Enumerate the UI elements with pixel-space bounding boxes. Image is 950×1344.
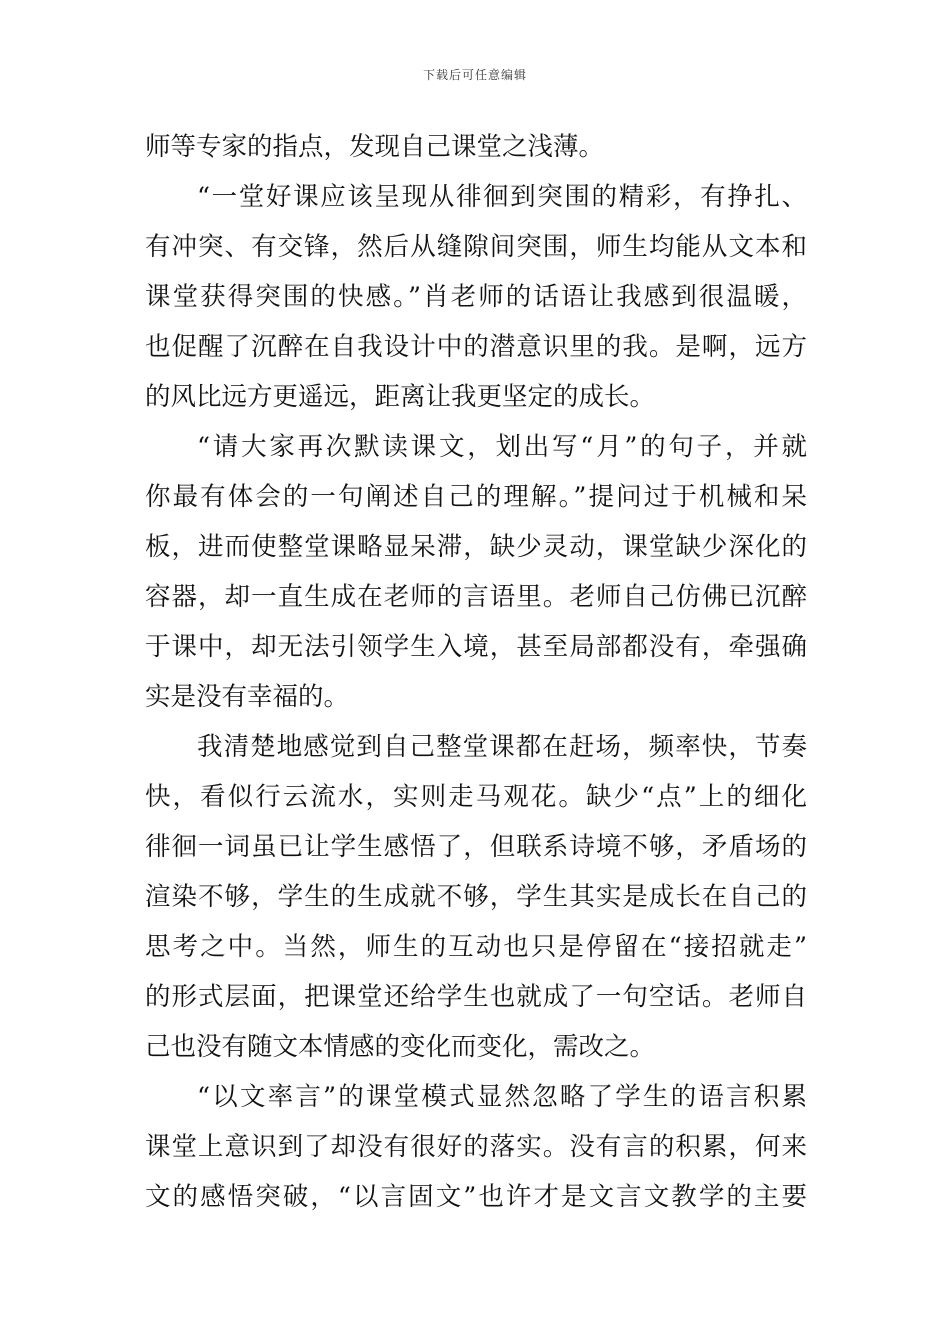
text-line: 渲染不够，学生的生成就不够，学生其实是成长在自己的 (145, 882, 807, 912)
paragraph (145, 422, 807, 722)
text-line: 己也没有随文本情感的变化而变化，需改之。 (145, 1032, 656, 1062)
text-line: 文的感悟突破，“以言固文”也许才是文言文教学的主要 (145, 1182, 807, 1212)
text-line: 师等专家的指点，发现自己课堂之浅薄。 (145, 132, 605, 162)
text-line: 课堂上意识到了却没有很好的落实。没有言的积累，何来 (145, 1132, 807, 1162)
paragraph (145, 722, 807, 1072)
text-line: 有冲突、有交锋，然后从缝隙间突围，师生均能从文本和 (145, 232, 807, 262)
text-line: 课堂获得突围的快感。”肖老师的话语让我感到很温暖， (145, 282, 807, 312)
text-line: 容器，却一直生成在老师的言语里。老师自己仿佛已沉醉 (145, 582, 807, 612)
text-line: 实是没有幸福的。 (145, 682, 350, 712)
text-line: 也促醒了沉醉在自我设计中的潜意识里的我。是啊，远方 (145, 332, 807, 362)
text-line: 的风比远方更遥远，距离让我更坚定的成长。 (145, 382, 656, 412)
document-body (145, 122, 807, 1222)
text-line: 快，看似行云流水，实则走马观花。缺少“点”上的细化 (145, 782, 807, 812)
text-line: 我清楚地感觉到自己整堂课都在赶场，频率快，节奏 (197, 732, 807, 762)
text-line: “以文率言”的课堂模式显然忽略了学生的语言积累 (197, 1082, 807, 1112)
text-line: “请大家再次默读课文，划出写“月”的句子，并就 (197, 432, 807, 462)
page-header: 下载后可任意编辑 (422, 68, 527, 82)
text-line: “一堂好课应该呈现从徘徊到突围的精彩，有挣扎、 (197, 182, 807, 212)
paragraph (145, 172, 807, 422)
text-line: 你最有体会的一句阐述自己的理解。”提问过于机械和呆 (145, 482, 807, 512)
text-line: 板，进而使整堂课略显呆滞，缺少灵动，课堂缺少深化的 (145, 532, 807, 562)
text-line: 思考之中。当然，师生的互动也只是停留在“接招就走” (145, 932, 807, 962)
paragraph (145, 122, 807, 172)
paragraph (145, 1072, 807, 1222)
text-line: 徘徊一词虽已让学生感悟了，但联系诗境不够，矛盾场的 (145, 832, 807, 862)
text-line: 于课中，却无法引领学生入境，甚至局部都没有，牵强确 (145, 632, 807, 662)
text-line: 的形式层面，把课堂还给学生也就成了一句空话。老师自 (145, 982, 807, 1012)
